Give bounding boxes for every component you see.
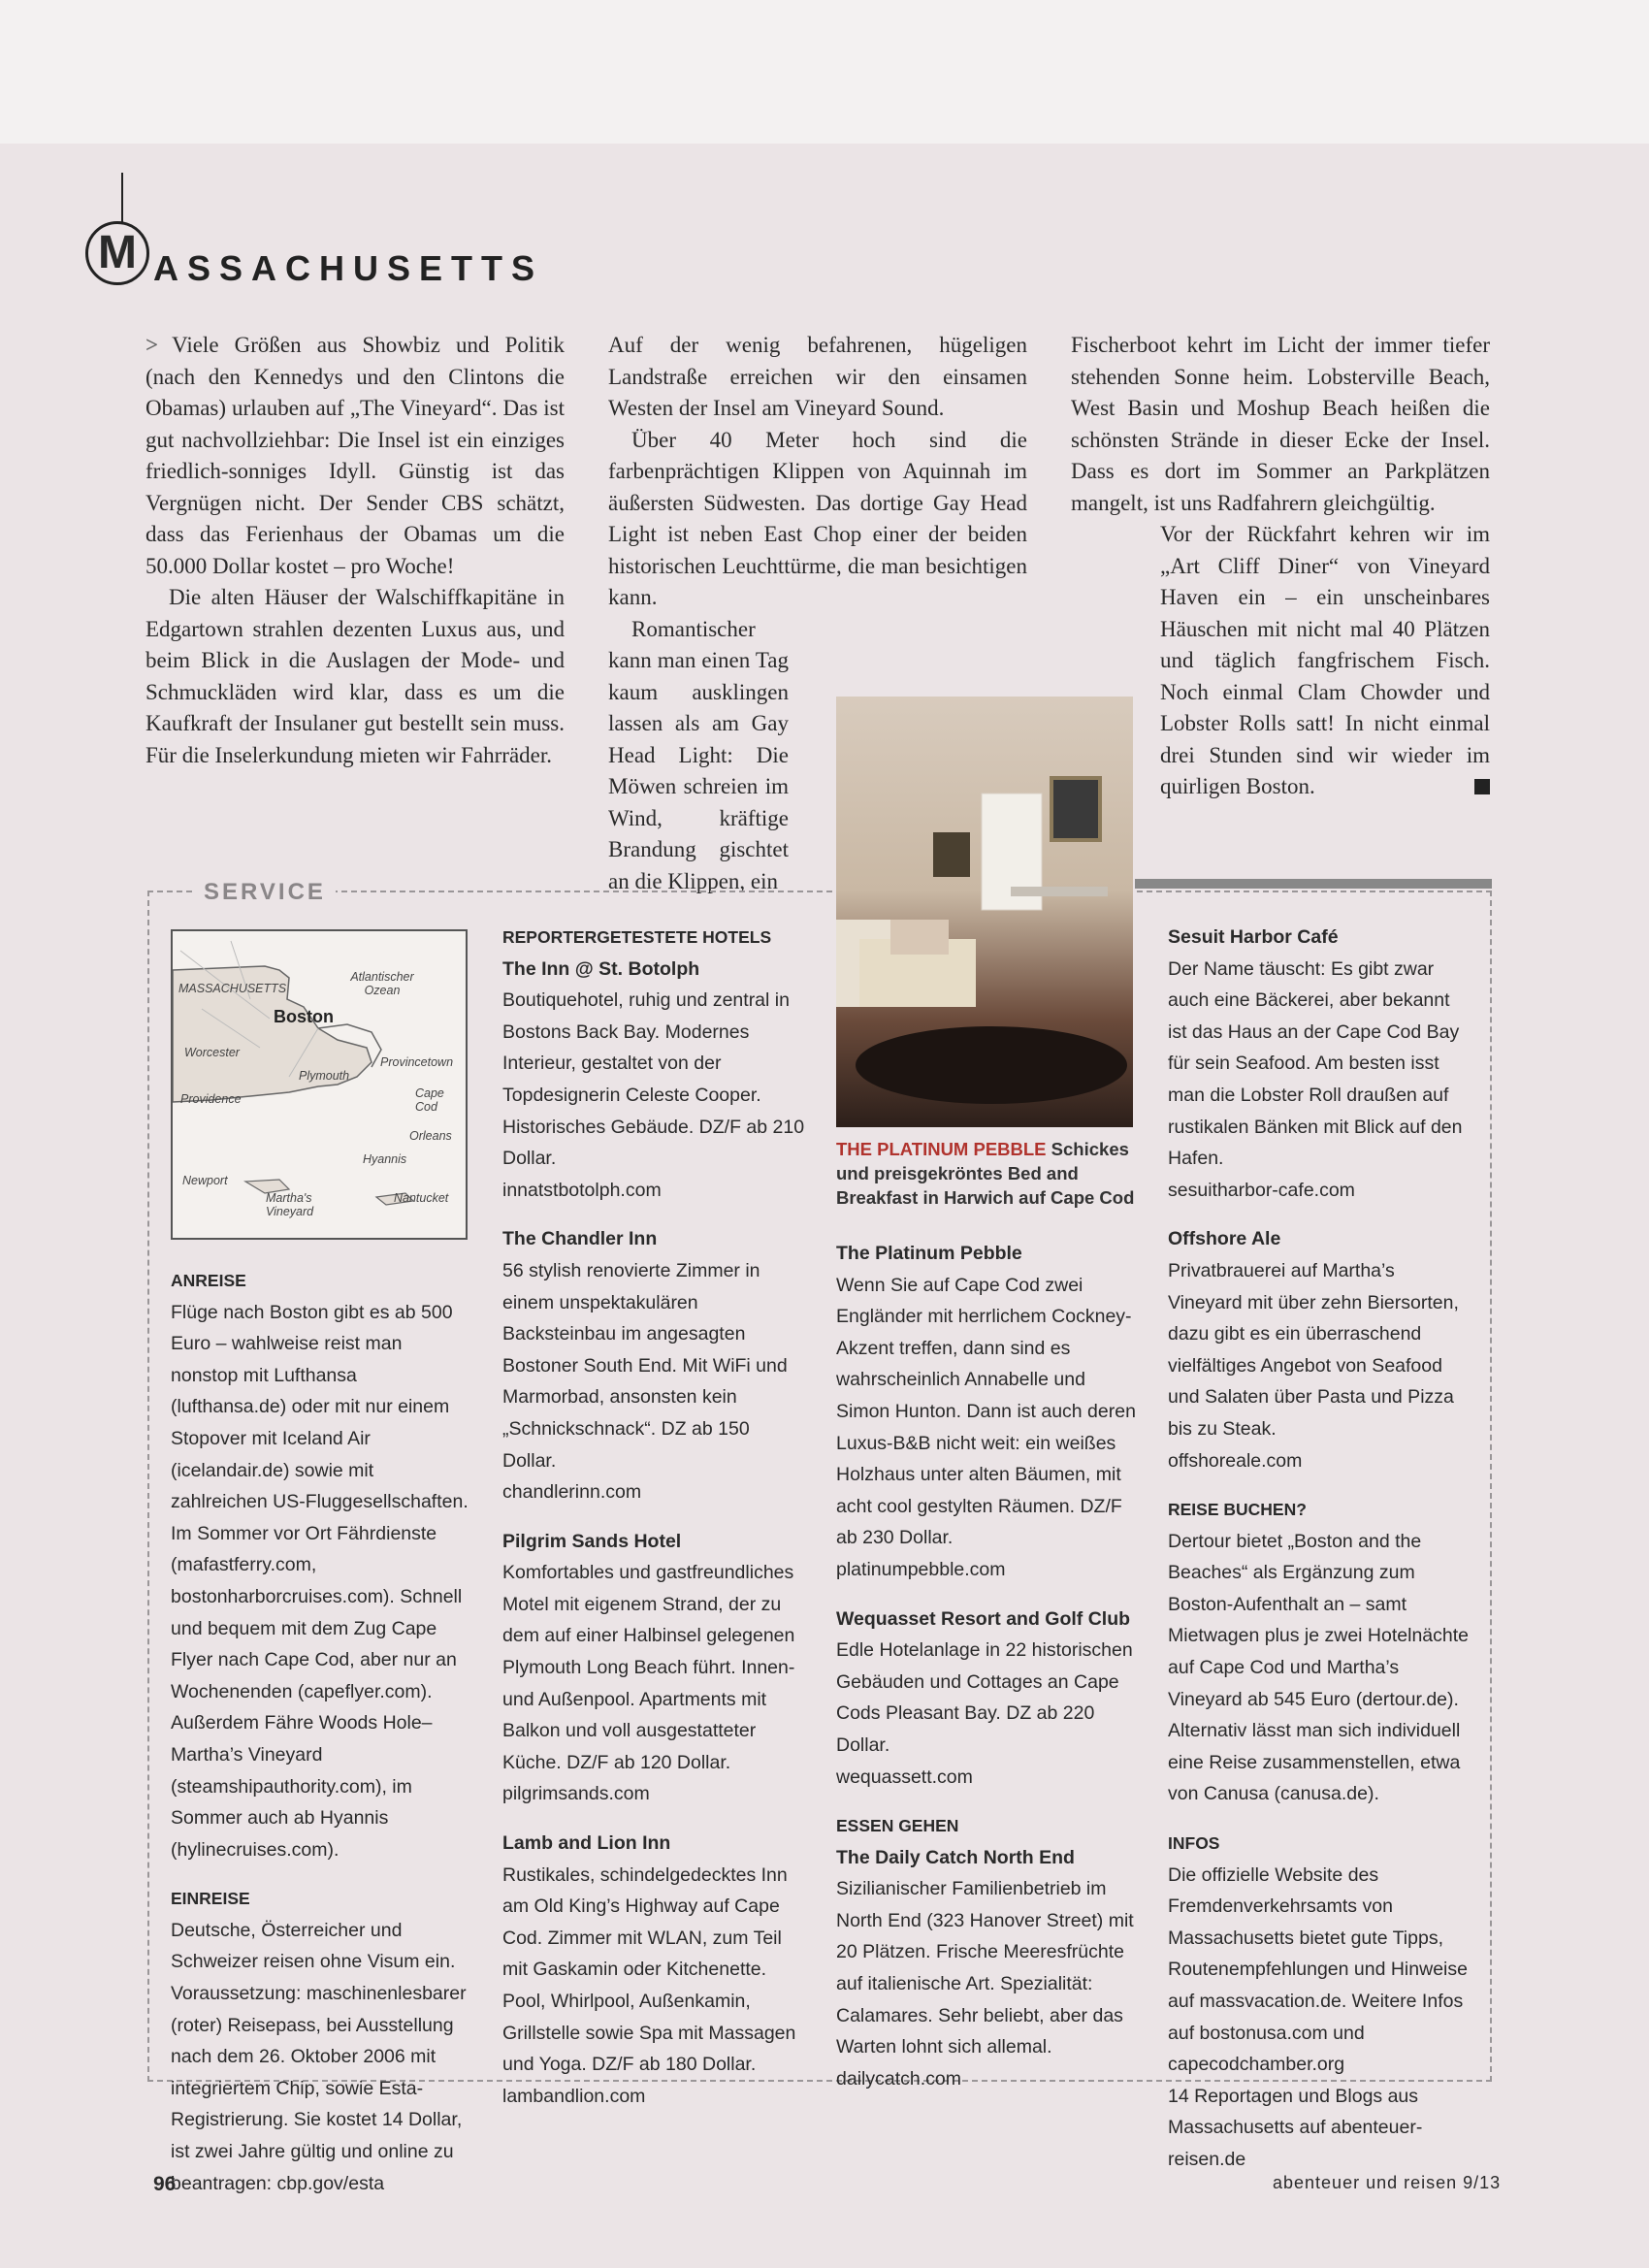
intro-paragraph: Fischerboot kehrt im Licht der immer tiefer stehenden Sonne heim. Lobsterville Beach, West Basin und Moshup Beach heißen die schönsten Strände in dieser Ecke der Insel. Dass es dort im Sommer an Parkplätzen mangelt, ist uns Radfahrern gleichgültig. [1071, 333, 1490, 515]
map-label: Hyannis [363, 1152, 407, 1166]
map-label: Martha's Vineyard [266, 1191, 314, 1218]
service-text: Flüge nach Boston gibt es ab 500 Euro – wahlweise reist man nonstop mit Lufthansa (lufthansa.de) oder mit nur einem Stopover mit Iceland Air (icelandair.de) sowie mit zahlreichen US-Fluggesellschaften. Im Sommer vor Ort Fährdienste (mafastferry.com, bostonharborcruises.com). Schnell und bequem mit dem Zug Cape Flyer nach Cape Cod, aber nur an Wochenenden (capeflyer.com). Außerdem Fähre Woods Hole–Martha’s Vineyard (steamshipauthority.com), im Sommer auch ab Hyannis (hylinecruises.com). [171, 1301, 469, 1861]
intro-paragraph: Auf der wenig befahrenen, hügeligen Landstraße erreichen wir den einsamen Westen der Insel am Vineyard Sound. [608, 333, 1027, 420]
map-label: Providence [180, 1092, 242, 1106]
service-text: 14 Reportagen und Blogs aus Massachusetts auf abenteuer-reisen.de [1168, 2085, 1423, 2170]
service-text: Die offizielle Website des Fremdenverkehrsamts von Massachusetts bietet gute Tipps, Routenempfehlungen und Hinweise auf massvacation.de. Weitere Infos auf bostonusa.com und capecodchamber.org [1168, 1863, 1468, 2076]
region-map [171, 929, 468, 1240]
service-text: Privatbrauerei auf Martha’s Vineyard mit über zehn Biersorten, dazu gibt es ein überraschend vielfältiges Angebot von Seafood und Salaten über Pasta und Pizza bis zu Steak. [1168, 1259, 1459, 1440]
intro-paragraph: Vor der Rückfahrt kehren wir im „Art Cliff Diner“ von Vineyard Haven ein – ein unscheinbares Häuschen mit nicht mal 40 Plätzen und täglich fangfrischem Fisch. Noch einmal Clam Chowder und Lobster Rolls satt! In nicht einmal drei Stunden sind wir wieder im quirligen Boston. [1160, 522, 1490, 798]
map-label: Provincetown [380, 1055, 454, 1069]
hotel-url[interactable]: lambandlion.com [502, 2085, 646, 2107]
service-text: Der Name täuscht: Es gibt zwar auch eine Bäckerei, aber bekannt ist das Haus an der Cape Cod Bay für sein Seafood. Am besten isst man die Lobster Roll draußen auf rustikalen Bänken mit Blick auf den Hafen. [1168, 957, 1463, 1170]
service-text: Dertour bietet „Boston and the Beaches“ als Ergänzung zum Boston-Aufenthalt an – samt Mietwagen plus je zwei Hotelnächte auf Cape Cod und Martha’s Vineyard ab 545 Euro (dertour.de). Alternativ lässt man sich individuell eine Reise zusammenstellen, etwa von Canusa (canusa.de). [1168, 1530, 1470, 1805]
service-label: SERVICE [194, 879, 336, 906]
restaurant-url[interactable]: dailycatch.com [836, 2067, 961, 2090]
hotel-photo [836, 697, 1133, 1127]
photo-caption: THE PLATINUM PEBBLE Schickes und preisgekröntes Bed and Breakfast in Harwich auf Cape Cod [836, 1139, 1135, 1208]
service-text: Boutiquehotel, ruhig und zentral in Bostons Back Bay. Modernes Interieur, gestaltet von der Topdesignerin Celeste Cooper. Historisches Gebäude. DZ/F ab 210 Dollar. [502, 989, 805, 1170]
end-mark-icon [1474, 779, 1490, 794]
arrow-icon: > [146, 333, 159, 357]
service-col-4: Sesuit Harbor Café Der Name täuscht: Es gibt zwar auch eine Bäckerei, aber bekannt ist das Haus an der Cape Cod Bay für sein Seafood. Am besten isst man die Lobster Roll draußen auf rustikalen Bänken mit Blick auf den Hafen. sesuitharbor-cafe.com Offshore Ale Privatbrauerei auf Martha’s Vineyard mit über zehn Biersorten, dazu gibt es ein überraschend vielfältiges Angebot von Seafood und Salaten über Pasta und Pizza bis zu Steak. offshoreale.com REISE BUCHEN? Dertour bietet „Boston and the Beaches“ als Ergänzung zum Boston-Aufenthalt an – samt Mietwagen plus je zwei Hotelnächte auf Cape Cod und Martha’s Vineyard ab 545 Euro (dertour.de). Alternativ lässt man sich individuell eine Reise zusammenstellen, etwa von Canusa (canusa.de). INFOS Die offizielle Website des Fremdenverkehrsamts von Massachusetts bietet gute Tipps, Routenempfehlungen und Hinweise auf massvacation.de. Weitere Infos auf bostonusa.com und capecodchamber.org 14 Reportagen und Blogs aus Massachusetts auf abenteuer-reisen.de [1168, 922, 1472, 2176]
service-text: Rustikales, schindelgedecktes Inn am Old King’s Highway auf Cape Cod. Zimmer mit WLAN, zum Teil mit Gaskamin oder Kitchenette. Pool, Whirlpool, Außenkamin, Grillstelle sowie Spa mit Massagen und Yoga. DZ/F ab 180 Dollar. [502, 1863, 796, 2076]
service-text: Sizilianischer Familienbetrieb im North End (323 Hanover Street) mit 20 Plätzen. Frische Meeresfrüchte auf italienische Art. Spezialität: Calamares. Sehr beliebt, aber das Warten lohnt sich allemal. [836, 1878, 1134, 2058]
hotel-url[interactable]: innatstbotolph.com [502, 1179, 662, 1201]
service-text: 56 stylish renovierte Zimmer in einem unspektakulären Backsteinbau im angesagten Bostoner South End. Mit WiFi und Marmorbad, ansonsten kein „Schnickschnack“. DZ ab 150 Dollar. [502, 1259, 788, 1472]
service-text: Deutsche, Österreicher und Schweizer reisen ohne Visum ein. Voraussetzung: maschinenlesbarer (roter) Reisepass, bei Ausstellung nach dem 26. Oktober 2006 mit integriertem Chip, sowie Esta-Registrierung. Sie kostet 14 Dollar, ist zwei Jahre gültig und online zu beantragen: cbp.gov/esta [171, 1919, 467, 2194]
page-title: ASSACHUSETTS [153, 248, 544, 288]
intro-paragraph: > Viele Größen aus Showbiz und Politik (nach den Kennedys und den Clintons die Obamas) urlauben auf „The Vineyard“. Das ist gut nachvollziehbar: Die Insel ist ein einziges friedlich-sonniges Idyll. Günstig ist das Vergnügen nicht. Der Sender CBS schätzt, dass das Ferienhaus der Obamas um die 50.000 Dollar kostet – pro Woche! [146, 333, 565, 578]
map-label: Worcester [184, 1046, 240, 1059]
map-label: Cape Cod [415, 1086, 444, 1114]
intro-paragraph: Die alten Häuser der Walschiffkapitäne in Edgartown strahlen dezenten Luxus aus, und beim Blick in die Auslagen der Mode- und Schmuckläden wird klar, dass es um die Kaufkraft der Insulaner gut bestellt sein muss. Für die Inselerkundung mieten wir Fahrräder. [146, 585, 565, 767]
map-label: Orleans [409, 1129, 452, 1143]
service-text: Wenn Sie auf Cape Cod zwei Engländer mit herrlichem Cockney-Akzent treffen, dann sind es wahrscheinlich Annabelle und Simon Hunton. Dann ist auch deren Luxus-B&B nicht weit: ein weißes Holzhaus unter alten Bäumen, mit acht cool gestylten Räumen. DZ/F ab 230 Dollar. [836, 1274, 1136, 1549]
magazine-issue: abenteuer und reisen 9/13 [1273, 2173, 1502, 2192]
map-label: Nantucket [394, 1191, 449, 1205]
hotel-url[interactable]: pilgrimsands.com [502, 1783, 650, 1805]
service-text: Komfortables und gastfreundliches Motel mit eigenem Strand, der zu dem auf einer Halbinsel gelegenen Plymouth Long Beach führt. Innen- und Außenpool. Apartments mit Balkon und voll ausgestatteter Küche. DZ/F ab 120 Dollar. [502, 1562, 795, 1773]
map-label: Newport [182, 1174, 228, 1187]
service-col-2: REPORTERGETESTETE HOTELS The Inn @ St. Botolph Boutiquehotel, ruhig und zentral in Bostons Back Bay. Modernes Interieur, gestaltet von der Topdesignerin Celeste Cooper. Historisches Gebäude. DZ/F ab 210 Dollar. innatstbotolph.com The Chandler Inn 56 stylish renovierte Zimmer in einem unspektakulären Backsteinbau im angesagten Bostoner South End. Mit WiFi und Marmorbad, ansonsten kein „Schnickschnack“. DZ ab 150 Dollar. chandlerinn.com Pilgrim Sands Hotel Komfortables und gastfreundliches Motel mit eigenem Strand, der zu dem auf einer Halbinsel gelegenen Plymouth Long Beach führt. Innen- und Außenpool. Apartments mit Balkon und voll ausgestatteter Küche. DZ/F ab 120 Dollar. pilgrimsands.com Lamb and Lion Inn Rustikales, schindelgedecktes Inn am Old King’s Highway auf Cape Cod. Zimmer mit WLAN, zum Teil mit Gaskamin oder Kitchenette. Pool, Whirlpool, Außenkamin, Grillstelle sowie Spa mit Massagen und Yoga. DZ/F ab 180 Dollar. lambandlion.com [502, 922, 805, 2112]
intro-col-3 [1071, 330, 1490, 803]
map-label: Plymouth [299, 1069, 350, 1083]
intro-col-1 [146, 330, 565, 771]
header-initial: M [85, 221, 149, 285]
intro-paragraph: Über 40 Meter hoch sind die farbenprächtigen Klippen von Aquinnah im äußersten Südwesten. Das dortige Gay Head Light ist neben East Chop einer der beiden historischen Leuchttürme, die man besichtigen kann. [608, 427, 1027, 609]
hotel-url[interactable]: platinumpebble.com [836, 1558, 1006, 1580]
hotel-url[interactable]: wequassett.com [836, 1766, 973, 1788]
header-rule [121, 173, 123, 223]
intro-paragraph: Romantischer kann man einen Tag kaum ausklingen lassen als am Gay Head Light: Die Möwen schreien im Wind, kräftige Brandung gischtet an die Klippen, ein [608, 616, 789, 893]
service-bar [1135, 879, 1492, 889]
hotel-url[interactable]: chandlerinn.com [502, 1481, 642, 1504]
restaurant-url[interactable]: sesuitharbor-cafe.com [1168, 1179, 1355, 1201]
restaurant-url[interactable]: offshoreale.com [1168, 1449, 1303, 1472]
map-label: Atlantischer Ozean [350, 970, 414, 997]
map-label: MASSACHUSETTS [178, 982, 287, 995]
map-label: Boston [274, 1007, 334, 1026]
service-col-3: The Platinum Pebble Wenn Sie auf Cape Cod zwei Engländer mit herrlichem Cockney-Akzent treffen, dann sind es wahrscheinlich Annabelle und Simon Hunton. Dann ist auch deren Luxus-B&B nicht weit: ein weißes Holzhaus unter alten Bäumen, mit acht cool gestylten Räumen. DZ/F ab 230 Dollar. platinumpebble.com Wequasset Resort and Golf Club Edle Hotelanlage in 22 historischen Gebäuden und Cottages an Cape Cods Pleasant Bay. DZ ab 220 Dollar. wequassett.com ESSEN GEHEN The Daily Catch North End Sizilianischer Familienbetrieb im North End (323 Hanover Street) mit 20 Plätzen. Frische Meeresfrüchte auf italienische Art. Spezialität: Calamares. Sehr beliebt, aber das Warten lohnt sich allemal. dailycatch.com [836, 1238, 1139, 2094]
service-col-1: ANREISE Flüge nach Boston gibt es ab 500 Euro – wahlweise reist man nonstop mit Lufthansa (lufthansa.de) oder mit nur einem Stopover mit Iceland Air (icelandair.de) sowie mit zahlreichen US-Fluggesellschaften. Im Sommer vor Ort Fährdienste (mafastferry.com, bostonharborcruises.com). Schnell und bequem mit dem Zug Cape Flyer nach Cape Cod, aber nur an Wochenenden (capeflyer.com). Außerdem Fähre Woods Hole–Martha’s Vineyard (steamshipauthority.com), im Sommer auch ab Hyannis (hylinecruises.com). EINREISE Deutsche, Österreicher und Schweizer reisen ohne Visum ein. Voraussetzung: maschinenlesbarer (roter) Reisepass, bei Ausstellung nach dem 26. Oktober 2006 mit integriertem Chip, sowie Esta-Registrierung. Sie kostet 14 Dollar, ist zwei Jahre gültig und online zu beantragen: cbp.gov/esta [171, 1265, 471, 2199]
page-number: 96 [153, 2173, 177, 2195]
service-text: Edle Hotelanlage in 22 historischen Gebäuden und Cottages an Cape Cods Pleasant Bay. DZ ab 220 Dollar. [836, 1639, 1133, 1756]
